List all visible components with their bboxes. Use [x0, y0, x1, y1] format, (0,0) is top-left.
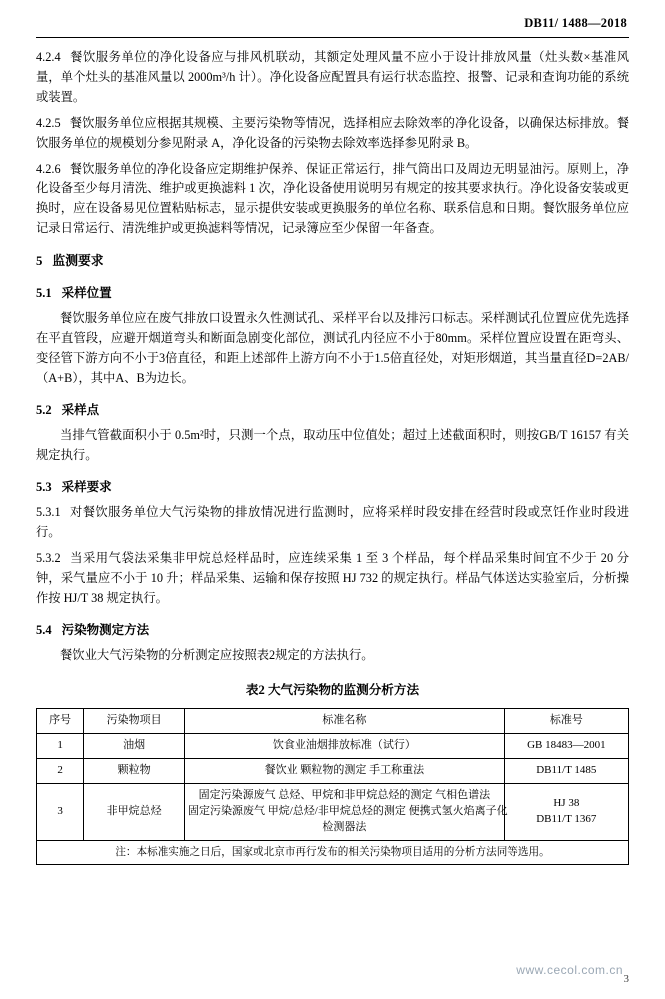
paragraph-text: 餐饮服务单位的净化设备应定期维护保养、保证正常运行，排气筒出口及周边无明显油污。原则上，净化设备至少每月清洗、维护或更换滤料 1 次，净化设备使用说明另有规定的按其要求执行。净化设备安装或更换时，应在设备易见位置粘贴标志，显示提供安装或更换服务的单位名称、联系信息和日期。餐饮服务单位应记录日常运行、清洗维护或更换滤料等情况，记录簿应至少保留一年备查。 [36, 161, 629, 236]
cell-pollutant: 颗粒物 [84, 759, 185, 784]
section-label: 采样要求 [61, 479, 112, 494]
paragraph-text: 当采用气袋法采集非甲烷总烃样品时，应连续采集 1 至 3 个样品，每个样品采集时间宜不少于 20 分钟，采气量应不小于 10 升；样品采集、运输和保存按照 HJ 732 的规定执行。样品气体送达实验室后，分析操作按 HJ/T 38 规定执行。 [36, 550, 629, 605]
section-number: 5.3 [36, 479, 52, 494]
paragraph-number: 5.3.2 [36, 550, 61, 565]
cell-standard-no [504, 783, 628, 840]
standard-no-line-2: DB11/T 1367 [536, 812, 597, 825]
standard-name-line-3: 检测器法 [322, 820, 367, 833]
section-number: 5.1 [36, 285, 52, 300]
column-header-standard-name: 标准名称 [184, 709, 504, 734]
paragraph-5-2-text: 当排气管截面积小于 0.5m²时，只测一个点，取动压中位值处；超过上述截面积时，则按GB/T 16157 有关规定执行。 [36, 428, 629, 462]
cell-standard-name: 餐饮业 颗粒物的测定 手工称重法 [184, 759, 504, 784]
table-row [37, 783, 629, 840]
cell-standard-name [184, 783, 508, 840]
section-heading-5-4 [36, 620, 629, 640]
paragraph-number: 4.2.4 [36, 50, 61, 64]
table-note: 注：本标准实施之日后，国家或北京市再行发布的相关污染物项目适用的分析方法同等选用。 [37, 840, 629, 864]
standard-name-line-2: 固定污染源废气 甲烷/总烃/非甲烷总烃的测定 便携式氢火焰离子化 [187, 804, 508, 817]
paragraph-5-4-text: 餐饮业大气污染物的分析测定应按照表2规定的方法执行。 [60, 647, 374, 662]
paragraph-text: 对餐饮服务单位大气污染物的排放情况进行监测时，应将采样时段安排在经营时段或烹饪作业时段进行。 [36, 505, 629, 539]
cell-standard-name: 饮食业油烟排放标准（试行） [184, 734, 504, 759]
cell-index: 3 [37, 783, 84, 840]
cell-index: 2 [37, 759, 84, 784]
section-number: 5 [36, 254, 43, 269]
section-heading-5-3 [36, 477, 629, 497]
paragraph-5-3-2 [36, 549, 629, 609]
column-header-standard-no: 标准号 [504, 709, 628, 734]
table-note-row [37, 840, 629, 864]
cell-pollutant: 非甲烷总烃 [84, 783, 185, 840]
section-label: 监测要求 [52, 254, 104, 269]
section-heading-5-2 [36, 400, 629, 420]
paragraph-number: 4.2.6 [36, 161, 61, 176]
paragraph-4-2-5 [36, 114, 629, 154]
page-number: 3 [623, 973, 629, 985]
document-body [36, 38, 629, 865]
watermark: www.cecol.com.cn [516, 963, 623, 977]
paragraph-5-1-text: 餐饮服务单位应在废气排放口设置永久性测试孔、采样平台以及排污口标志。采样测试孔位置应优先选择在平直管段，应避开烟道弯头和断面急剧变化部位，测试孔内径应不小于80mm。采样位置应设置在距弯头、变径管下游方向不小于3倍直径，和距上述部件上游方向不小于1.5倍直径处，对矩形烟道，其当量直径D=2AB/（A+B），其中A、B为边长。 [36, 311, 629, 385]
page-header [36, 0, 629, 31]
monitoring-methods-table [36, 708, 629, 865]
standard-id: DB11/ 1488—2018 [524, 16, 627, 30]
paragraph-4-2-4 [36, 48, 629, 108]
section-heading-5-1 [36, 283, 629, 303]
paragraph-5-3-1 [36, 503, 629, 543]
cell-standard-no: DB11/T 1485 [504, 759, 628, 784]
table-row [37, 759, 629, 784]
table-row [37, 734, 629, 759]
standard-name-line-1: 固定污染源废气 总烃、甲烷和非甲烷总烃的测定 气相色谱法 [198, 788, 491, 801]
paragraph-4-2-6 [36, 160, 629, 240]
section-label: 采样位置 [61, 285, 112, 300]
table-caption: 表2 大气污染物的监测分析方法 [245, 682, 420, 697]
table-header-row [37, 709, 629, 734]
column-header-index: 序号 [37, 709, 84, 734]
section-label: 污染物测定方法 [61, 622, 150, 637]
cell-index: 1 [37, 734, 84, 759]
column-header-pollutant: 污染物项目 [84, 709, 185, 734]
paragraph-text: 餐饮服务单位应根据其规模、主要污染物等情况，选择相应去除效率的净化设备，以确保达标排放。餐饮服务单位的规模划分参见附录 A，净化设备的污染物去除效率选择参见附录 B。 [36, 115, 629, 150]
section-number: 5.2 [36, 402, 52, 417]
cell-pollutant: 油烟 [84, 734, 185, 759]
section-heading-5 [36, 251, 629, 272]
paragraph-text: 餐饮服务单位的净化设备应与排风机联动，其额定处理风量不应小于设计排放风量（灶头数×基准风量，单个灶头的基准风量以 2000m³/h 计）。净化设备应配置具有运行状态监控、报警、记录和查询功能的系统或装置。 [36, 50, 629, 104]
cell-standard-no: GB 18483—2001 [504, 734, 628, 759]
paragraph-number: 5.3.1 [36, 505, 61, 520]
section-number: 5.4 [36, 622, 52, 637]
standard-no-line-1: HJ 38 [553, 796, 580, 809]
paragraph-number: 4.2.5 [36, 115, 61, 130]
section-label: 采样点 [61, 402, 100, 417]
